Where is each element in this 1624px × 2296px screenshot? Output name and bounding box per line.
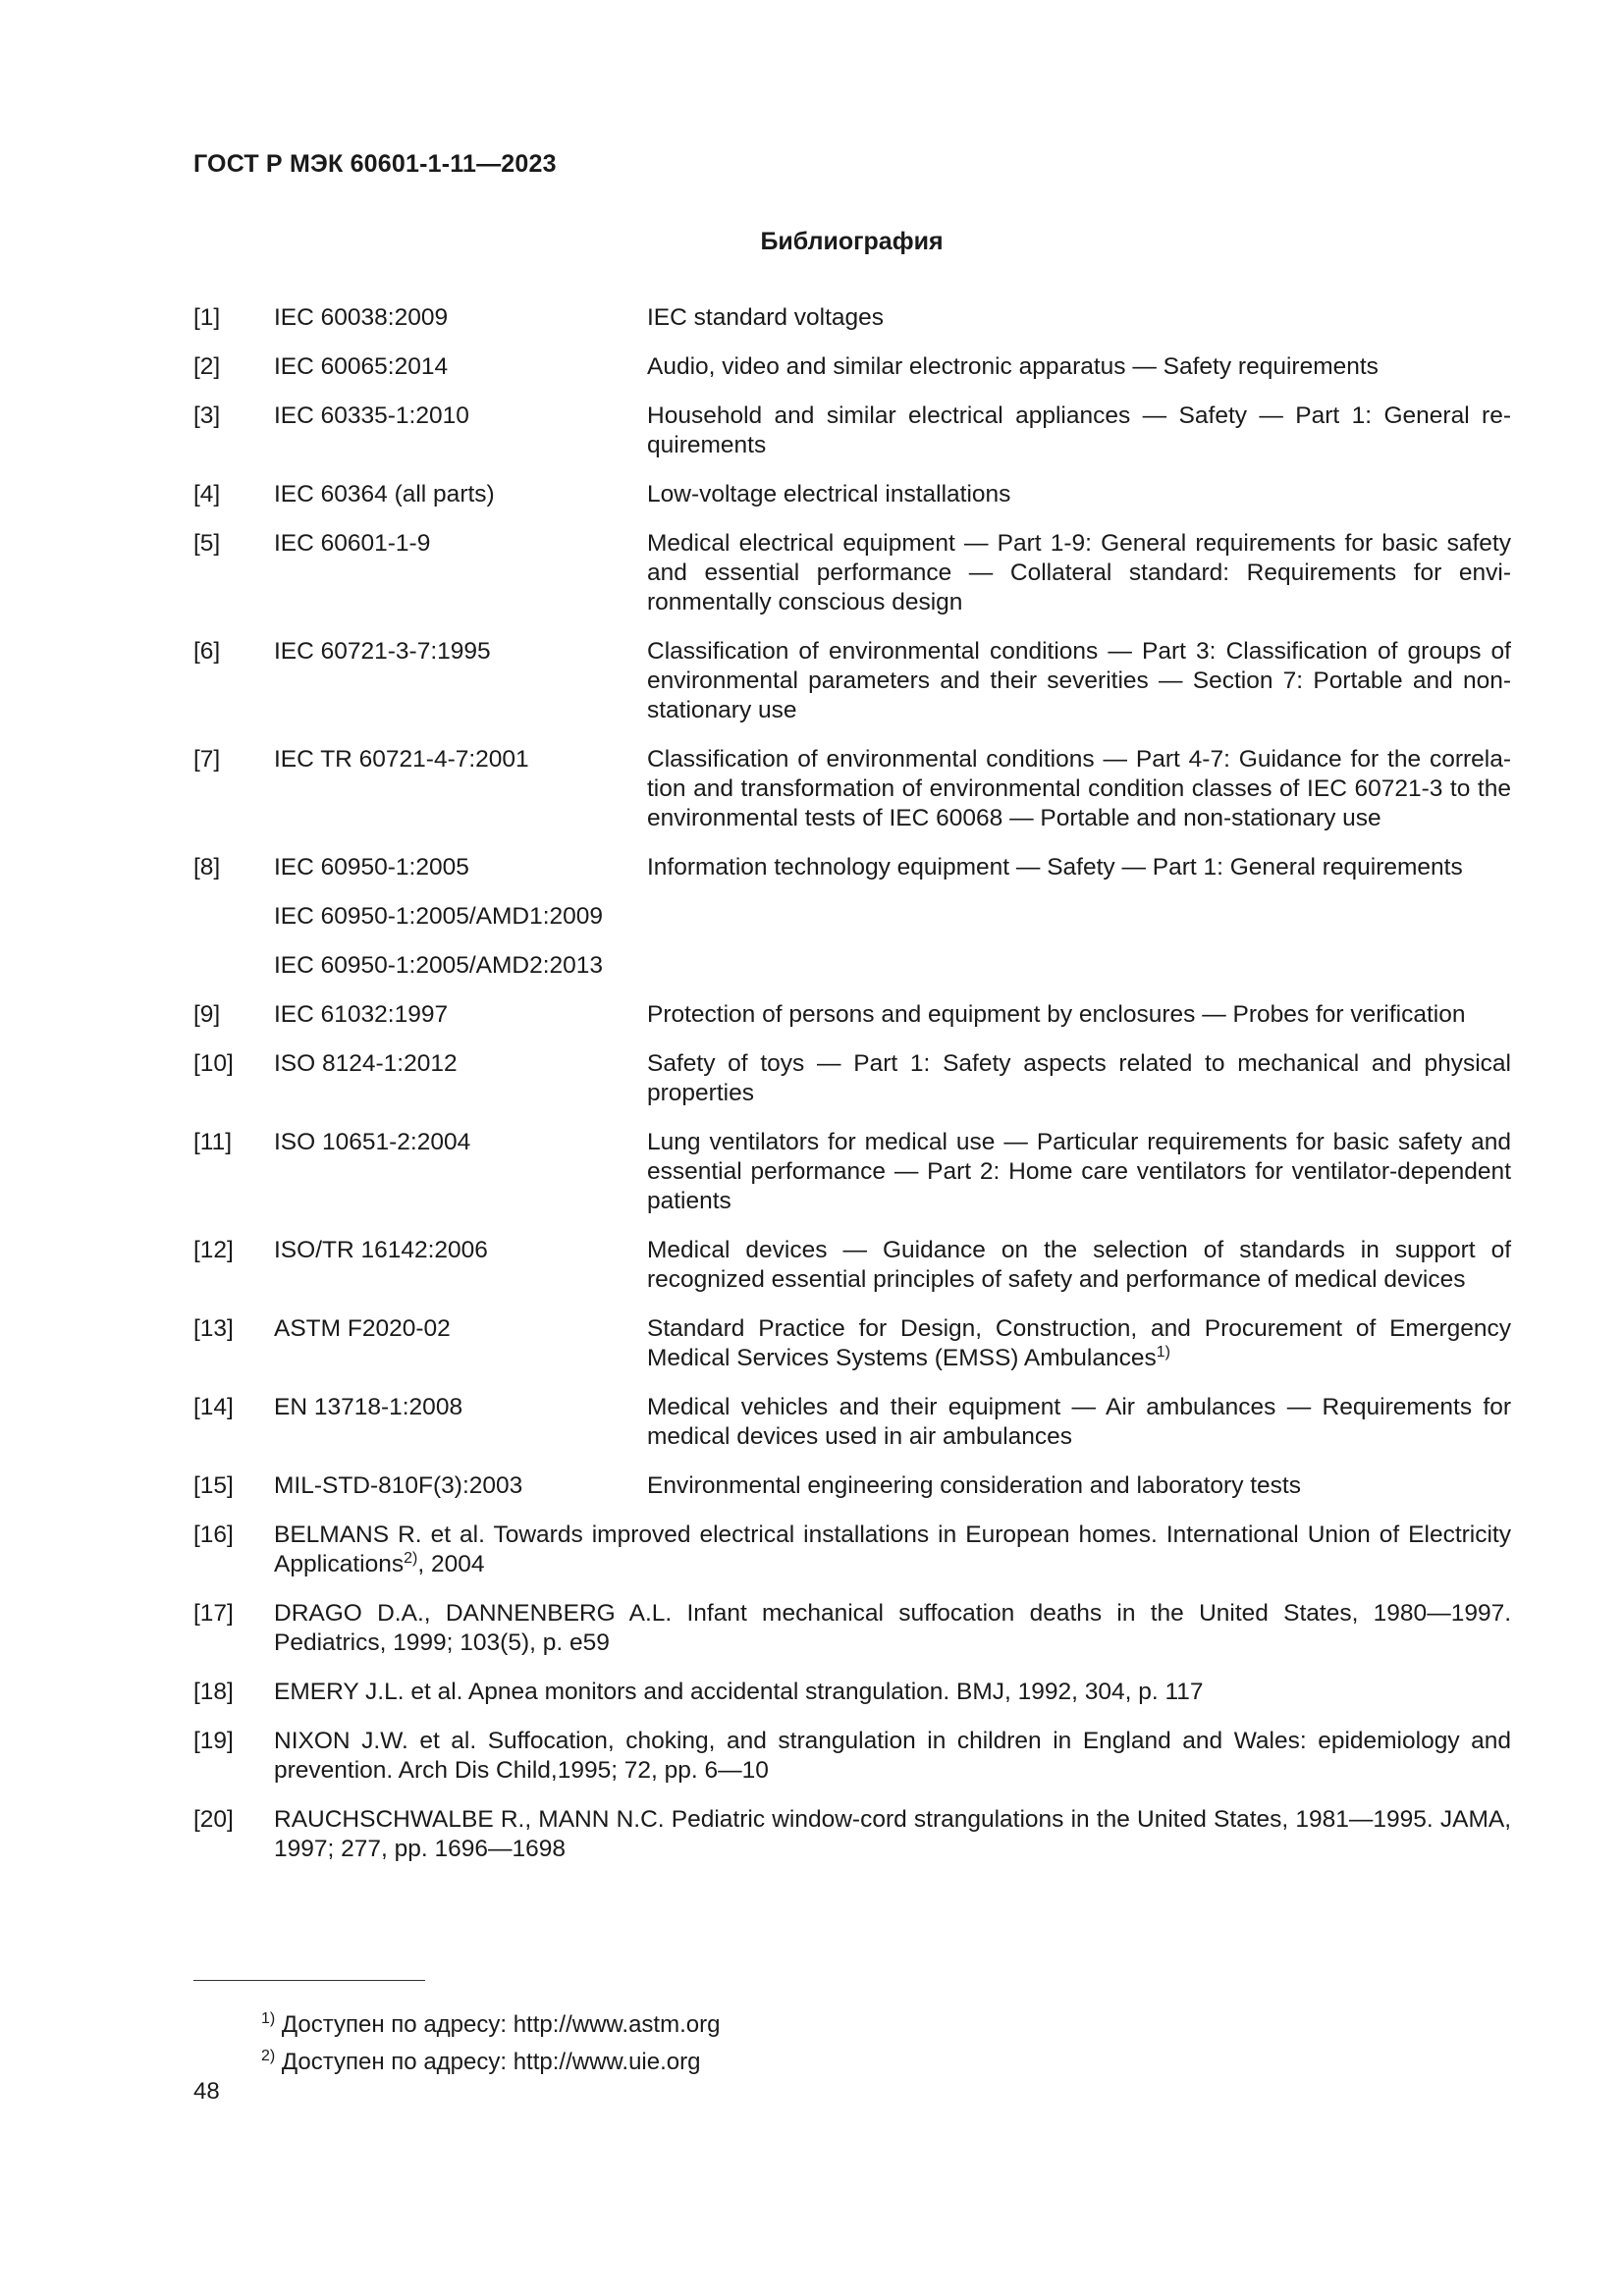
reference-title bbox=[647, 1314, 1511, 1373]
reference-number: [10] bbox=[193, 1050, 234, 1077]
reference-title: IEC standard voltages bbox=[647, 304, 885, 331]
reference-code: IEC 60721-3-7:1995 bbox=[274, 638, 491, 665]
reference-title: Low-voltage electrical installations bbox=[647, 481, 1011, 507]
literature-text-tail: , 2004 bbox=[417, 1551, 485, 1577]
reference-title-text: Standard Practice for Design, Construction, and Procurement of Emergency Medical Services Systems (EMSS) Ambulances bbox=[647, 1315, 1511, 1371]
reference-number: [7] bbox=[193, 746, 221, 773]
reference-code: IEC 60950-1:2005 bbox=[274, 854, 469, 881]
reference-code: IEC 60950-1:2005/AMD1:2009 bbox=[274, 903, 604, 930]
reference-code: IEC 60601-1-9 bbox=[274, 530, 431, 557]
footnote-mark: 1) bbox=[261, 2010, 276, 2027]
literature-text-main: BELMANS R. et al. Towards improved electrical installations in European homes. International Union of Electricity Applications bbox=[274, 1522, 1511, 1577]
reference-number: [6] bbox=[193, 638, 221, 665]
reference-code: IEC TR 60721-4-7:2001 bbox=[274, 746, 529, 773]
reference-title: Classification of environmental conditions — Part 4-7: Guidance for the correla-tion and transformation of environmental condition classes of IEC 60721-3 to the environmental tests of IEC 60068 — Portable and non-stationary use bbox=[647, 746, 1511, 831]
section-title: Библиография bbox=[760, 228, 944, 255]
reference-number: [18] bbox=[193, 1679, 234, 1705]
reference-code: IEC 60335-1:2010 bbox=[274, 402, 469, 429]
reference-title: Lung ventilators for medical use — Particular requirements for basic safety and essential performance — Part 2: Home care ventilators for ventilator-dependent patients bbox=[647, 1129, 1511, 1214]
literature-text: DRAGO D.A., DANNENBERG A.L. Infant mechanical suffocation deaths in the United States, 1980—1997. Pediatrics, 1999; 103(5), p. e59 bbox=[274, 1600, 1511, 1656]
reference-number: [15] bbox=[193, 1472, 234, 1499]
literature-text: NIXON J.W. et al. Suffocation, choking, and strangulation in children in England and Wales: epidemiology and prevention. Arch Dis Child,1995; 72, pp. 6—10 bbox=[274, 1728, 1511, 1784]
reference-code: EN 13718-1:2008 bbox=[274, 1394, 463, 1420]
reference-number: [1] bbox=[193, 304, 221, 331]
reference-title: Classification of environmental conditions — Part 3: Classification of groups of environmental parameters and their severities — Section 7: Portable and non-stationary use bbox=[647, 638, 1511, 723]
reference-title: Safety of toys — Part 1: Safety aspects related to mechanical and physical properties bbox=[647, 1050, 1511, 1106]
reference-number: [2] bbox=[193, 353, 221, 380]
reference-title: Information technology equipment — Safety — Part 1: General requirements bbox=[647, 854, 1463, 881]
reference-title: Medical vehicles and their equipment — Air ambulances — Requirements for medical devices used in air ambulances bbox=[647, 1394, 1511, 1450]
document-header: ГОСТ Р МЭК 60601-1-11—2023 bbox=[193, 150, 557, 178]
reference-title: Audio, video and similar electronic apparatus — Safety requirements bbox=[647, 353, 1379, 380]
reference-title: Household and similar electrical appliances — Safety — Part 1: General re-quirements bbox=[647, 402, 1511, 458]
reference-number: [14] bbox=[193, 1394, 234, 1420]
reference-number: [9] bbox=[193, 1001, 221, 1028]
reference-number: [16] bbox=[193, 1522, 234, 1548]
reference-code: IEC 61032:1997 bbox=[274, 1001, 449, 1028]
reference-number: [12] bbox=[193, 1237, 234, 1263]
page-number: 48 bbox=[193, 2078, 220, 2105]
reference-number: [19] bbox=[193, 1728, 234, 1754]
reference-code: ASTM F2020-02 bbox=[274, 1315, 451, 1342]
footnote-mark: 2) bbox=[261, 2048, 276, 2064]
reference-code: IEC 60065:2014 bbox=[274, 353, 449, 380]
reference-code: MIL-STD-810F(3):2003 bbox=[274, 1472, 523, 1499]
reference-number: [8] bbox=[193, 854, 221, 881]
reference-title: Medical electrical equipment — Part 1-9: General requirements for basic safety and essential performance — Collateral standard: Requirements for envi-ronmentally conscious design bbox=[647, 530, 1511, 615]
reference-number: [13] bbox=[193, 1315, 234, 1342]
literature-text: RAUCHSCHWALBE R., MANN N.C. Pediatric window-cord strangulations in the United States, 1981—1995. JAMA, 1997; 277, pp. 1696—1698 bbox=[274, 1806, 1511, 1862]
footnote-text: Доступен по адресу: http://www.uie.org bbox=[281, 2049, 701, 2075]
reference-code: IEC 60364 (all parts) bbox=[274, 481, 495, 507]
footnote bbox=[261, 2010, 720, 2040]
literature-text: EMERY J.L. et al. Apnea monitors and accidental strangulation. BMJ, 1992, 304, p. 117 bbox=[274, 1679, 1204, 1705]
reference-code: ISO/TR 16142:2006 bbox=[274, 1237, 488, 1263]
reference-code: ISO 10651-2:2004 bbox=[274, 1129, 471, 1155]
reference-code: IEC 60038:2009 bbox=[274, 304, 449, 331]
footnote-marker: 1) bbox=[1156, 1344, 1170, 1361]
reference-code: IEC 60950-1:2005/AMD2:2013 bbox=[274, 952, 604, 979]
literature-text bbox=[274, 1521, 1511, 1579]
footnote-text: Доступен по адресу: http://www.astm.org bbox=[281, 2011, 721, 2038]
footnote-separator bbox=[193, 1980, 425, 1981]
reference-title: Environmental engineering consideration and laboratory tests bbox=[647, 1472, 1301, 1499]
reference-title: Medical devices — Guidance on the selection of standards in support of recognized essential principles of safety and performance of medical devices bbox=[647, 1237, 1511, 1293]
reference-number: [17] bbox=[193, 1600, 234, 1627]
reference-title: Protection of persons and equipment by enclosures — Probes for verification bbox=[647, 1001, 1466, 1028]
reference-number: [20] bbox=[193, 1806, 234, 1833]
footnote-marker: 2) bbox=[404, 1550, 418, 1567]
reference-number: [4] bbox=[193, 481, 221, 507]
reference-number: [11] bbox=[193, 1129, 233, 1155]
reference-code: ISO 8124-1:2012 bbox=[274, 1050, 458, 1077]
footnote bbox=[261, 2048, 700, 2077]
reference-number: [5] bbox=[193, 530, 221, 557]
reference-number: [3] bbox=[193, 402, 221, 429]
